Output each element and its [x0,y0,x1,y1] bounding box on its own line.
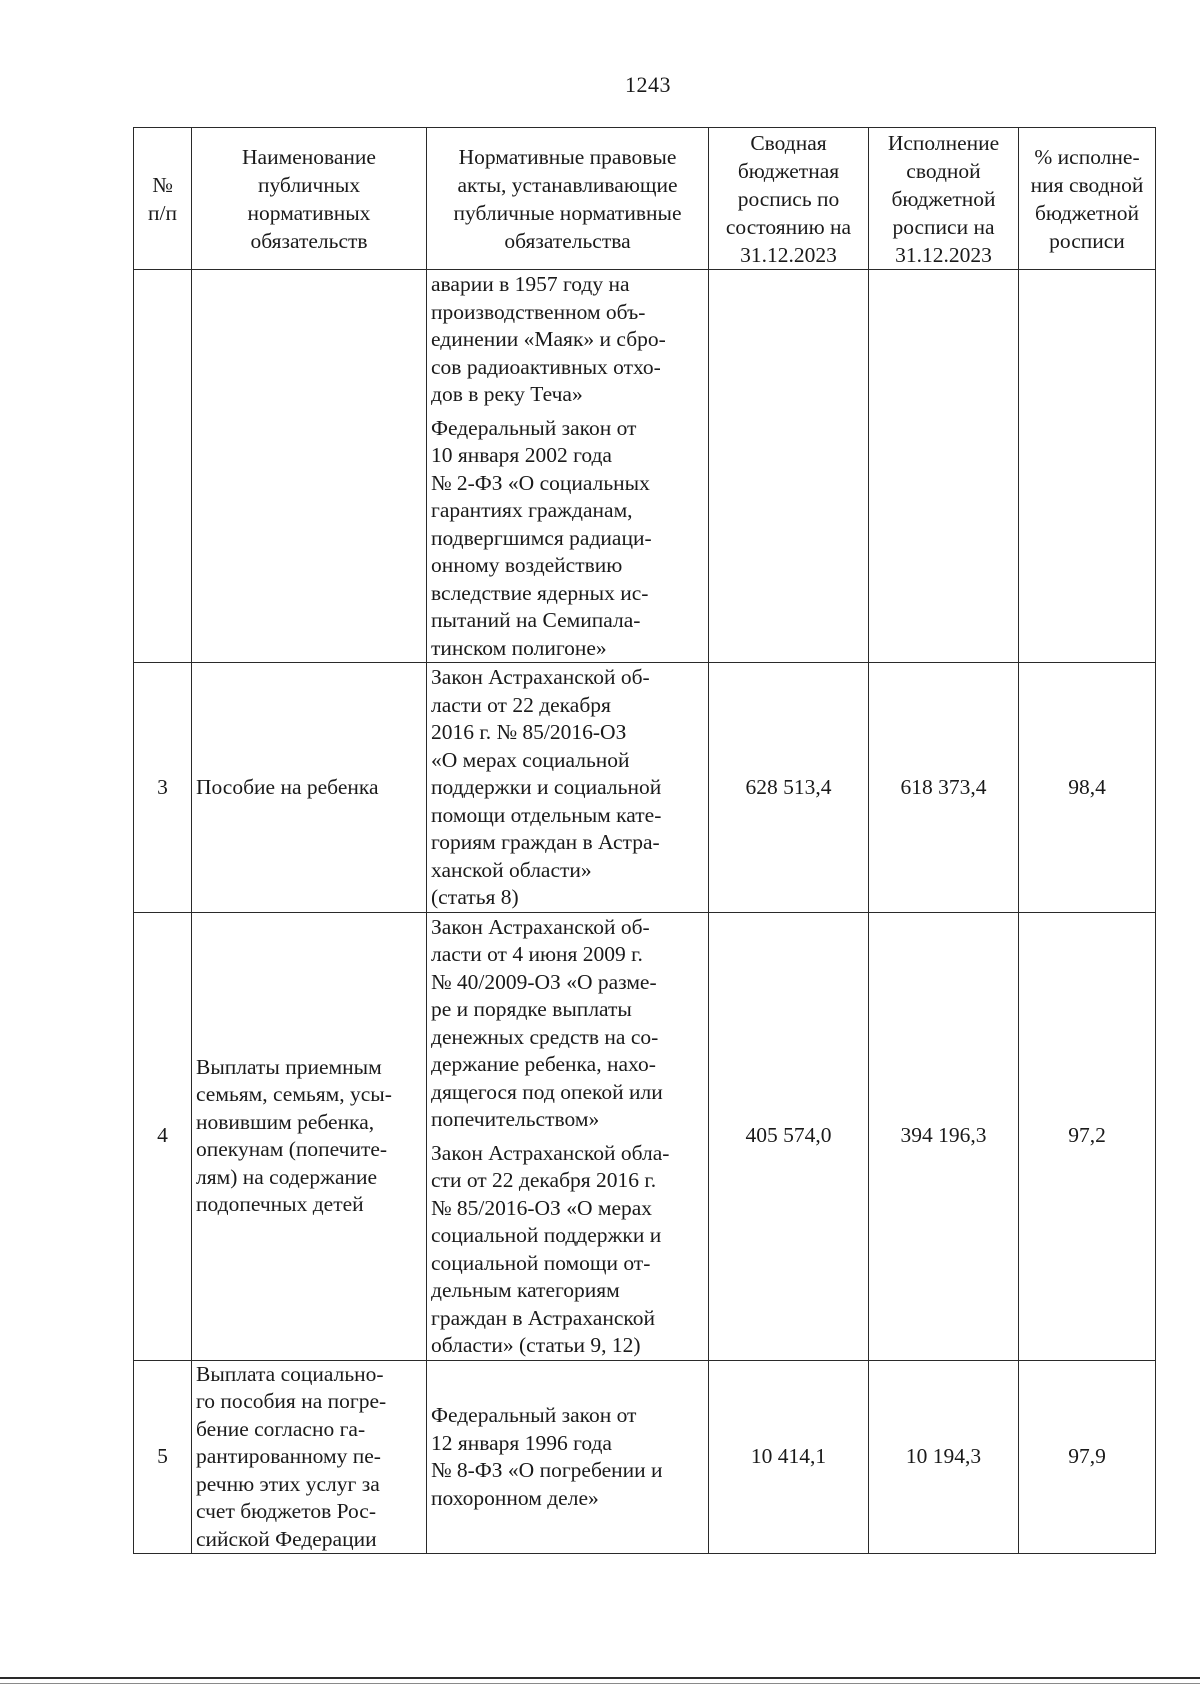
cell-num: 4 [134,912,192,1360]
cell-name: Выплаты приемным семьям, семьям, усы- новившим ребенка, опекунам (попечите- лям) на содержание подопечных детей [192,912,427,1360]
cell-num: 5 [134,1360,192,1554]
header-row [134,128,1156,270]
cell-acts [427,1360,709,1554]
footer-rule-thin [0,1683,1200,1684]
cell-pct [1019,270,1156,663]
table-row [134,912,1156,1360]
cell-plan: 10 414,1 [709,1360,869,1554]
header-plan: Сводная бюджетная роспись по состоянию на 31.12.2023 [709,128,869,270]
cell-pct: 97,9 [1019,1360,1156,1554]
table-header [134,128,1156,270]
cell-acts [427,663,709,913]
cell-exec: 618 373,4 [869,663,1019,913]
cell-pct: 97,2 [1019,912,1156,1360]
cell-acts [427,270,709,663]
cell-acts [427,912,709,1360]
cell-exec [869,270,1019,663]
page-number: 1243 [625,72,671,97]
legal-act-text: Закон Астраханской об- ласти от 22 декабря 2016 г. № 85/2016-ОЗ «О мерах социальной поддержки и социальной помощи отдельным кате- гориям граждан в Астра- ханской области» (статья 8) [431,665,662,909]
cell-name: Выплата социально- го пособия на погре- бение согласно га- рантированному пе- речню этих услуг за счет бюджетов Рос- сийской Федерации [192,1360,427,1554]
cell-exec: 10 194,3 [869,1360,1019,1554]
cell-num: 3 [134,663,192,913]
budget-obligations-table [133,127,1156,1554]
cell-plan: 405 574,0 [709,912,869,1360]
cell-num [134,270,192,663]
legal-act-text: аварии в 1957 году на производственном объ- единении «Маяк» и сбро- сов радиоактивных отхо- дов в реку Теча» [431,272,666,406]
table-row [134,1360,1156,1554]
header-name: Наименование публичных нормативных обязательств [192,128,427,270]
legal-act-text: Закон Астраханской обла- сти от 22 декабря 2016 г. № 85/2016-ОЗ «О мерах социальной поддержки и социальной помощи от- дельным категориям граждан в Астраханской области» (статьи 9, 12) [431,1140,670,1357]
footer-rule [0,1677,1200,1679]
legal-act-text: Закон Астраханской об- ласти от 4 июня 2009 г. № 40/2009-ОЗ «О разме- ре и порядке выплаты денежных средств на со- держание ребенка, нахо- дящегося под опекой или попечительством» [431,914,663,1131]
header-num: № п/п [134,128,192,270]
cell-pct: 98,4 [1019,663,1156,913]
header-pct: % исполне- ния сводной бюджетной росписи [1019,128,1156,270]
header-exec: Исполнение сводной бюджетной росписи на 31.12.2023 [869,128,1019,270]
cell-plan: 628 513,4 [709,663,869,913]
legal-act-text: Федеральный закон от 10 января 2002 года № 2-ФЗ «О социальных гарантиях гражданам, подвергшимся радиаци- онному воздействию вследствие ядерных ис- пытаний на Семипала- тинском полигоне» [431,415,652,660]
header-acts: Нормативные правовые акты, устанавливающие публичные нормативные обязательства [427,128,709,270]
table-body [134,270,1156,1554]
cell-plan [709,270,869,663]
cell-name [192,270,427,663]
table-row [134,270,1156,663]
cell-name: Пособие на ребенка [192,663,427,913]
legal-act-text: Федеральный закон от 12 января 1996 года № 8-ФЗ «О погребении и похоронном деле» [431,1403,663,1510]
cell-exec: 394 196,3 [869,912,1019,1360]
table-row [134,663,1156,913]
